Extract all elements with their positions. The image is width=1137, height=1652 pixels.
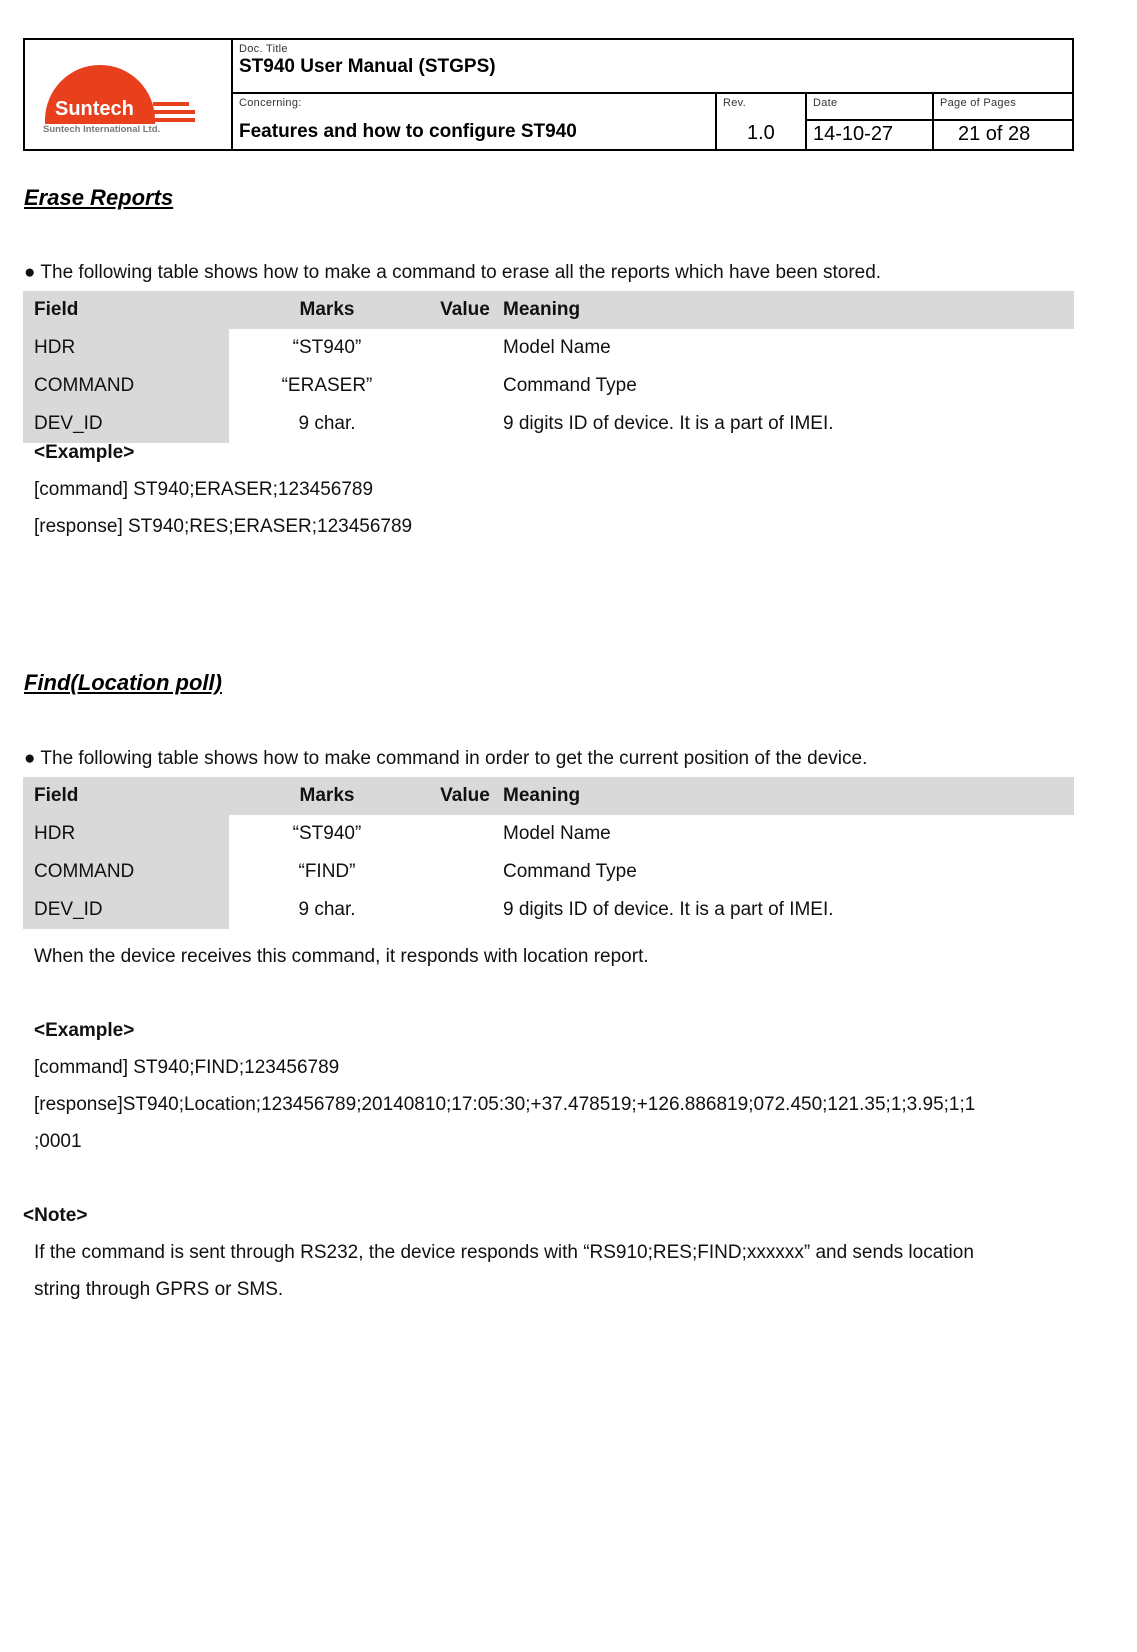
meaning-cell: Command Type [503, 861, 637, 882]
column-header: Meaning [503, 299, 581, 320]
logo-subtext: Suntech International Ltd. [43, 124, 161, 135]
pages-cell [934, 94, 1072, 149]
field-cell: DEV_ID [34, 899, 103, 920]
example-line: [command] ST940;FIND;123456789 [34, 1057, 340, 1078]
column-header: Marks [299, 299, 355, 320]
marks-cell: “ST940” [292, 337, 362, 358]
table-header-row [23, 777, 1074, 815]
table-row [23, 367, 1074, 405]
field-cell: HDR [34, 823, 76, 844]
section-intro: ● The following table shows how to make command in order to get the current position of the device. [24, 748, 868, 769]
column-header: Value [440, 785, 490, 806]
logo-wordmark: Suntech [55, 98, 134, 120]
column-header: Value [440, 299, 490, 320]
section-intro: ● The following table shows how to make a command to erase all the reports which have been stored. [24, 262, 882, 283]
table-row [23, 853, 1074, 891]
meaning-cell: Model Name [503, 823, 611, 844]
rev-cell [717, 94, 807, 149]
note-line: string through GPRS or SMS. [34, 1279, 284, 1300]
rev-value: 1.0 [747, 122, 775, 144]
marks-cell: 9 char. [298, 899, 356, 920]
date-cell [807, 94, 934, 149]
concerning-value: Features and how to configure ST940 [239, 121, 577, 142]
pages-label: Page of Pages [940, 97, 1017, 109]
doc-title-cell [233, 40, 1072, 94]
field-cell: COMMAND [34, 861, 135, 882]
meaning-cell: Model Name [503, 337, 611, 358]
field-cell: DEV_ID [34, 413, 103, 434]
rev-label: Rev. [723, 97, 747, 109]
field-cell: HDR [34, 337, 76, 358]
after-table-text: When the device receives this command, it responds with location report. [34, 946, 649, 967]
example-label: <Example> [34, 442, 135, 463]
example-line: [response]ST940;Location;123456789;20140810;17:05:30;+37.478519;+126.886819;072.450;121.35;1;3.95;1;1 [34, 1094, 976, 1115]
company-logo [25, 40, 233, 149]
section-title-erase-reports: Erase Reports [24, 185, 174, 210]
column-header: Meaning [503, 785, 581, 806]
table-row [23, 891, 1074, 929]
concerning-cell [233, 94, 717, 149]
note-label: <Note> [23, 1205, 88, 1226]
meaning-cell: 9 digits ID of device. It is a part of IMEI. [503, 899, 834, 920]
table-row [23, 329, 1074, 367]
table-row [23, 405, 1074, 443]
doc-title: ST940 User Manual (STGPS) [239, 56, 496, 77]
marks-cell: “ERASER” [281, 375, 373, 396]
pages-value: 21 of 28 [958, 123, 1031, 145]
find-command-table [23, 777, 1074, 929]
erase-command-table [23, 291, 1074, 443]
column-header: Field [34, 785, 79, 806]
suntech-logo-icon [25, 40, 231, 149]
example-label: <Example> [34, 1020, 135, 1041]
column-header: Marks [299, 785, 355, 806]
concerning-label: Concerning: [239, 97, 302, 109]
doc-title-label: Doc. Title [239, 43, 288, 55]
field-cell: COMMAND [34, 375, 135, 396]
marks-cell: “FIND” [298, 861, 356, 882]
marks-cell: “ST940” [292, 823, 362, 844]
section-title-find: Find(Location poll) [24, 670, 222, 695]
marks-cell: 9 char. [298, 413, 356, 434]
document-header [23, 38, 1074, 151]
meaning-cell: Command Type [503, 375, 637, 396]
column-header: Field [34, 299, 79, 320]
meaning-cell: 9 digits ID of device. It is a part of IMEI. [503, 413, 834, 434]
date-value: 14-10-27 [813, 123, 894, 145]
date-label: Date [813, 97, 838, 109]
note-line: If the command is sent through RS232, the device responds with “RS910;RES;FIND;xxxxxx” and sends location [34, 1242, 974, 1263]
example-line: ;0001 [34, 1131, 82, 1152]
example-line: [command] ST940;ERASER;123456789 [34, 479, 374, 500]
table-row [23, 815, 1074, 853]
table-header-row [23, 291, 1074, 329]
example-line: [response] ST940;RES;ERASER;123456789 [34, 516, 413, 537]
